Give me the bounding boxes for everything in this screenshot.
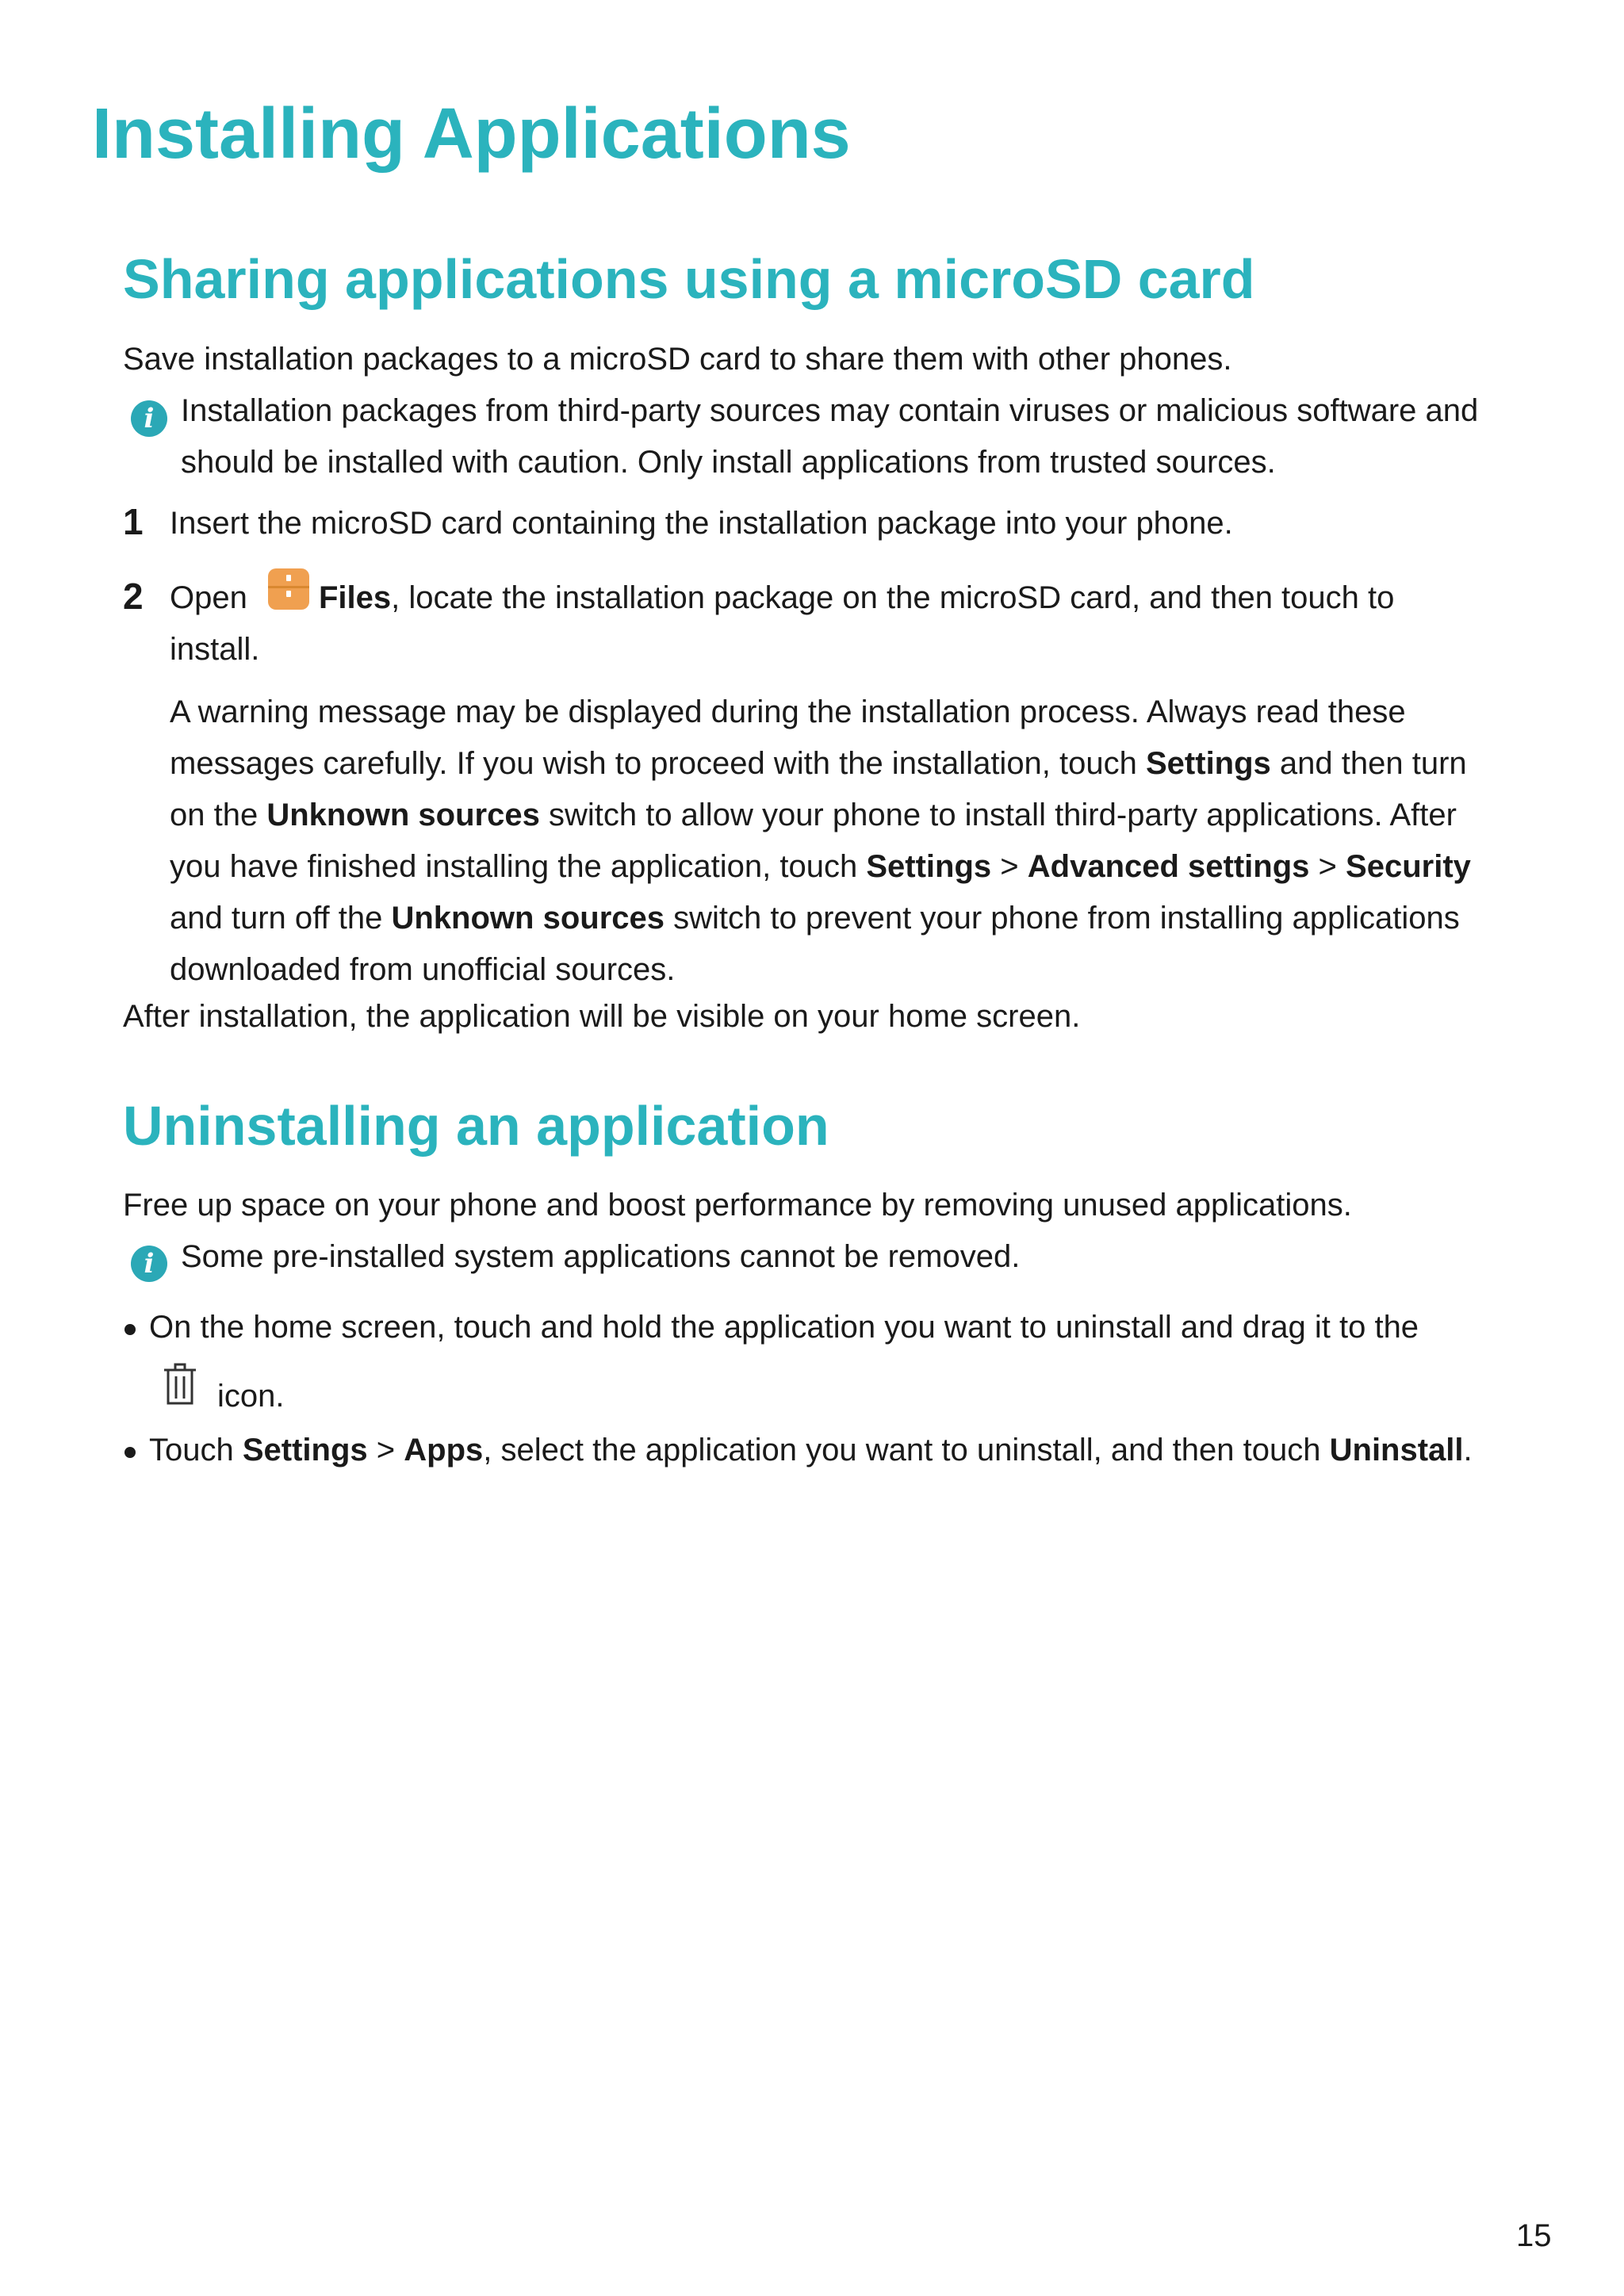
step-1-text: Insert the microSD card containing the installation package into your phone. <box>170 506 1233 541</box>
files-app-icon <box>266 567 311 611</box>
info-icon: i <box>131 400 167 437</box>
bullet <box>124 1324 136 1335</box>
sharing-note-line-2: should be installed with caution. Only install applications from trusted sources. <box>181 445 1276 480</box>
section-heading-sharing: Sharing applications using a microSD card <box>123 248 1255 310</box>
uninstall-bullet-1-line-2: icon. <box>217 1379 285 1414</box>
step-1-number: 1 <box>123 501 144 542</box>
after-installation: After installation, the application will be visible on your home screen. <box>123 999 1081 1034</box>
uninstall-bullet-2: Touch Settings > Apps, select the application you want to uninstall, and then touch Uninstall. <box>149 1433 1473 1468</box>
page-number: 15 <box>1516 2218 1552 2253</box>
warning-line-5: and turn off the Unknown sources switch to prevent your phone from installing applications <box>170 901 1460 936</box>
info-icon: i <box>131 1246 167 1282</box>
step-2-text <box>319 572 1394 624</box>
warning-line-1: A warning message may be displayed during the installation process. Always read these <box>170 695 1406 729</box>
page-title: Installing Applications <box>92 94 851 174</box>
uninstall-note: Some pre-installed system applications cannot be removed. <box>181 1239 1021 1274</box>
uninstall-bullet-1-line-1: On the home screen, touch and hold the application you want to uninstall and drag it to the <box>149 1310 1419 1345</box>
uninstall-intro: Free up space on your phone and boost performance by removing unused applications. <box>123 1188 1352 1223</box>
trash-icon <box>162 1362 198 1406</box>
step-2-rest: , locate the installation package on the microSD card, and then touch to <box>391 580 1395 615</box>
section-heading-uninstalling: Uninstalling an application <box>123 1095 829 1157</box>
bullet <box>124 1447 136 1458</box>
warning-line-2: messages carefully. If you wish to proceed with the installation, touch Settings and then turn <box>170 746 1467 781</box>
sharing-intro: Save installation packages to a microSD card to share them with other phones. <box>123 342 1232 377</box>
warning-line-4: you have finished installing the application, touch Settings > Advanced settings > Security <box>170 849 1471 884</box>
files-label: Files <box>319 580 392 615</box>
sharing-note-line-1: Installation packages from third-party sources may contain viruses or malicious software and <box>181 393 1479 428</box>
step-2-line-2: install. <box>170 632 260 667</box>
warning-line-6: downloaded from unofficial sources. <box>170 952 676 987</box>
step-2-open: Open <box>170 580 247 615</box>
warning-line-3: on the Unknown sources switch to allow your phone to install third-party applications. After <box>170 798 1457 832</box>
step-2-number: 2 <box>123 576 144 617</box>
